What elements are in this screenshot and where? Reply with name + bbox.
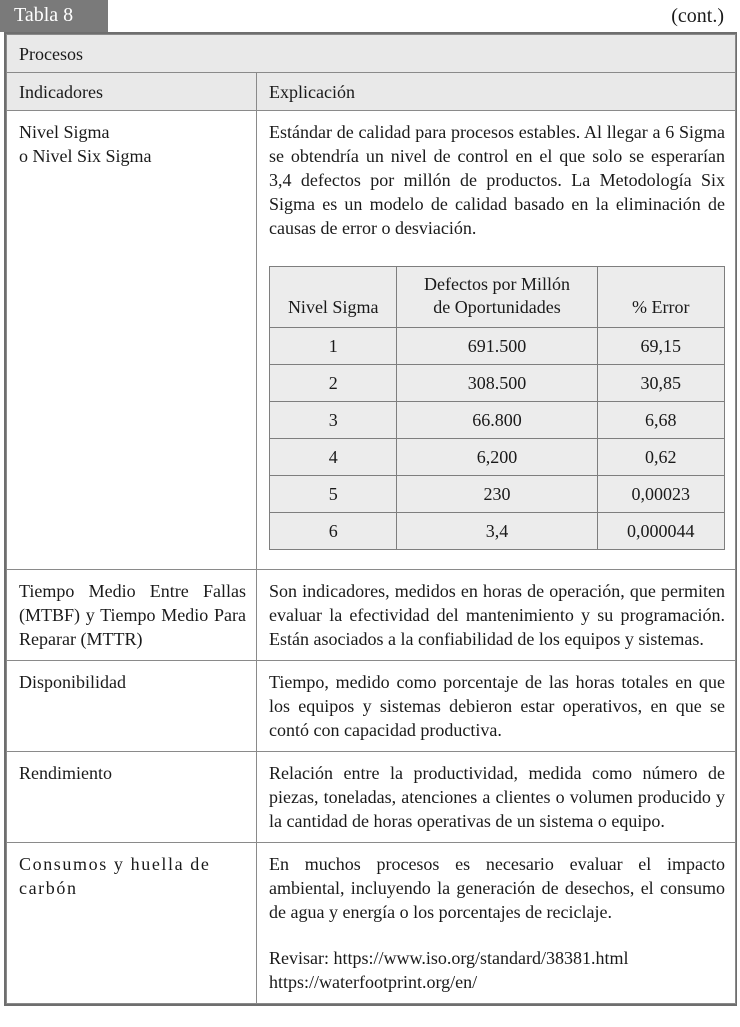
sigma-level-cell: 6	[270, 513, 397, 550]
indicator-cell	[7, 111, 257, 570]
dpmo-cell: 3,4	[397, 513, 597, 550]
continued-label: (cont.)	[671, 5, 724, 27]
indicator-cell: Rendimiento	[7, 752, 257, 843]
reference-link[interactable]: https://waterfootprint.org/en/	[269, 972, 478, 992]
table-row	[7, 661, 736, 752]
table-number-tab: Tabla 8	[0, 0, 108, 32]
dpmo-cell: 308.500	[397, 365, 597, 402]
sigma-level-cell: 4	[270, 439, 397, 476]
sigma-row	[270, 513, 725, 550]
sigma-level-cell: 3	[270, 402, 397, 439]
indicator-line: o Nivel Six Sigma	[19, 146, 152, 166]
error-percent-cell: 6,68	[597, 402, 724, 439]
sigma-table-body	[270, 328, 725, 550]
table-row	[7, 111, 736, 570]
sigma-level-cell: 1	[270, 328, 397, 365]
indicator-cell: Disponibilidad	[7, 661, 257, 752]
explanation-text: Estándar de calidad para procesos estables. Al llegar a 6 Sigma se obtendría un nivel de control en el que solo se esperarían 3,4 defectos por millón de productos. La Metodología Six Sigma es un modelo de calidad basado en la eliminación de causas de error o desviación.	[269, 122, 725, 238]
explanation-cell	[257, 843, 736, 1004]
sigma-row	[270, 439, 725, 476]
column-header-row	[7, 73, 736, 111]
dpmo-header-line: Defectos por Millón	[424, 274, 570, 294]
explanation-cell: Tiempo, medido como porcentaje de las horas totales en que los equipos y sistemas debieron estar operativos, en que se contó con capacidad productiva.	[257, 661, 736, 752]
dpmo-cell: 6,200	[397, 439, 597, 476]
processes-table	[4, 32, 737, 1006]
sigma-level-cell: 2	[270, 365, 397, 402]
sigma-header-error: % Error	[597, 267, 724, 328]
section-title: Procesos	[7, 35, 736, 73]
sigma-header-dpmo	[397, 267, 597, 328]
table-row	[7, 843, 736, 1004]
sigma-header-row	[270, 267, 725, 328]
sigma-row	[270, 365, 725, 402]
sigma-row	[270, 476, 725, 513]
sigma-levels-table	[269, 266, 725, 550]
error-percent-cell: 0,62	[597, 439, 724, 476]
explanation-cell	[257, 111, 736, 570]
column-header-indicators: Indicadores	[7, 73, 257, 111]
indicator-cell: Tiempo Medio Entre Fallas (MTBF) y Tiempo Medio Para Reparar (MTTR)	[7, 570, 257, 661]
dpmo-cell: 66.800	[397, 402, 597, 439]
column-header-explanation: Explicación	[257, 73, 736, 111]
reference-link[interactable]: Revisar: https://www.iso.org/standard/38381.html	[269, 948, 629, 968]
explanation-text: En muchos procesos es necesario evaluar el impacto ambiental, incluyendo la generación de desechos, el consumo de agua y energía o los porcentajes de reciclaje.	[269, 854, 725, 922]
explanation-cell: Relación entre la productividad, medida como número de piezas, toneladas, atenciones a clientes o volumen producido y la cantidad de horas operativas de un sistema o equipo.	[257, 752, 736, 843]
error-percent-cell: 30,85	[597, 365, 724, 402]
sigma-header-level: Nivel Sigma	[270, 267, 397, 328]
sigma-row	[270, 328, 725, 365]
sigma-level-cell: 5	[270, 476, 397, 513]
indicator-cell: Consumos y huella de carbón	[7, 843, 257, 1004]
dpmo-cell: 230	[397, 476, 597, 513]
section-header-row	[7, 35, 736, 73]
table-row	[7, 752, 736, 843]
table-row	[7, 570, 736, 661]
explanation-cell: Son indicadores, medidos en horas de operación, que permiten evaluar la efectividad del mantenimiento y su programación. Están asociados a la confiabilidad de los equipos y sistemas.	[257, 570, 736, 661]
dpmo-cell: 691.500	[397, 328, 597, 365]
dpmo-header-line: de Oportunidades	[433, 297, 561, 317]
indicator-line: Nivel Sigma	[19, 122, 110, 142]
sigma-row	[270, 402, 725, 439]
error-percent-cell: 0,000044	[597, 513, 724, 550]
error-percent-cell: 0,00023	[597, 476, 724, 513]
error-percent-cell: 69,15	[597, 328, 724, 365]
